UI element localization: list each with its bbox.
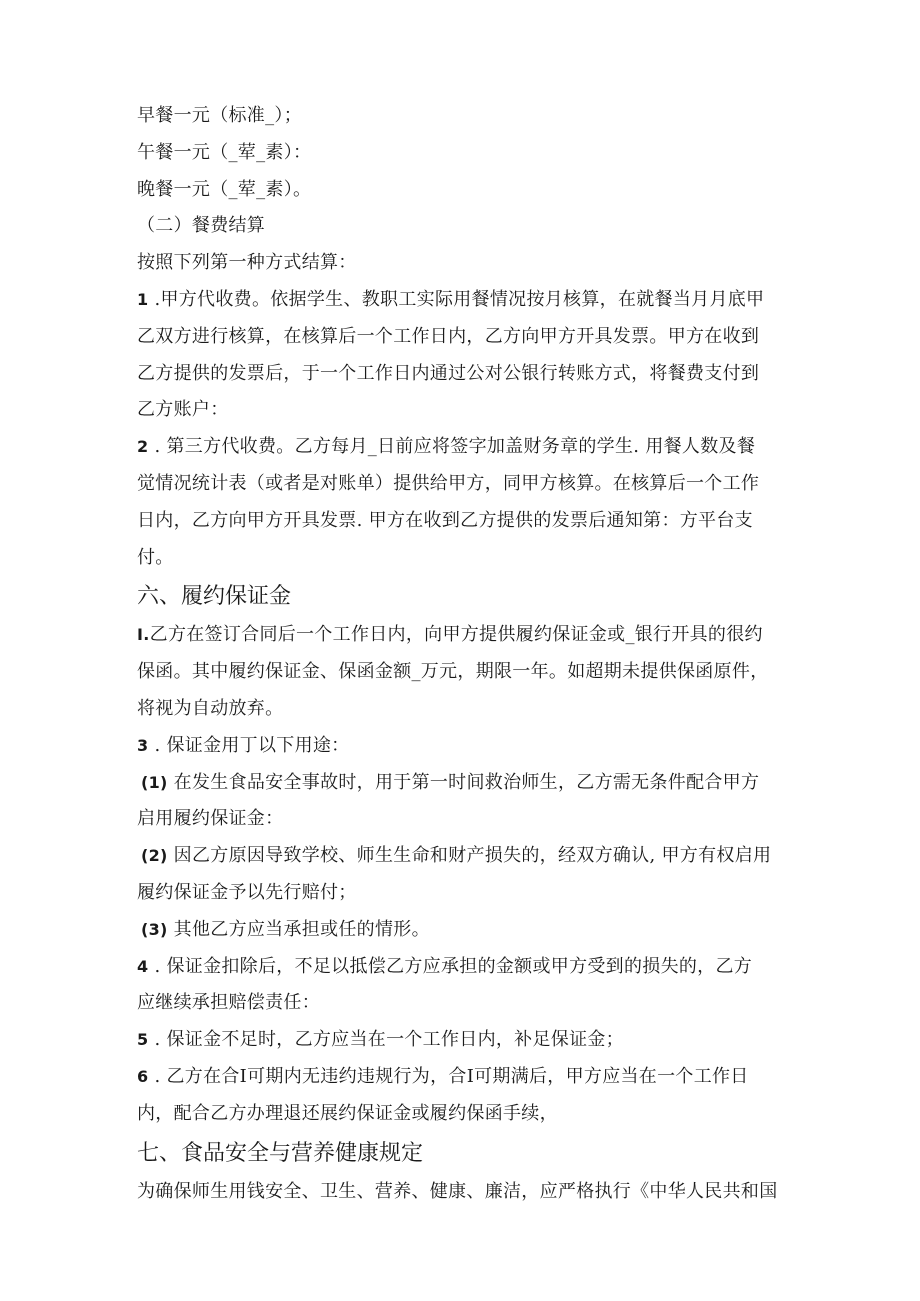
deposit-item-5 — [137, 1022, 787, 1059]
section-7-heading: 七、食品安全与营养健康规定 — [137, 1140, 424, 1166]
deposit-item-3 — [137, 728, 787, 765]
item-number: 4 — [137, 956, 149, 976]
paragraph-line: . 保证金扣除后，不足以抵偿乙方应承担的金额或甲方受到的损失的，乙方 — [154, 955, 753, 977]
settlement-subtitle: （二）餐费结算 — [137, 215, 266, 237]
paragraph-line: 启用履约保证金： — [137, 808, 284, 830]
paragraph-line: 其他乙方应当承担或任的情形。 — [173, 918, 430, 940]
paragraph-line: .甲方代收费。依据学生、教职工实际用餐情况按月核算，在就餐当月月底甲 — [154, 288, 765, 310]
paragraph-line: 乙双方进行核算，在核算后一个工作日内，乙方向甲方开具发票。甲方在收到 — [137, 325, 760, 347]
item-number: (3) — [141, 919, 168, 939]
deposit-item-6 — [137, 1059, 787, 1133]
paragraph-line: 乙方账户： — [137, 399, 229, 421]
paragraph-line: 因乙方原因导致学校、师生生命和财产损失的，经双方确认, 甲方有权启用 — [173, 845, 772, 867]
item-number: (1) — [141, 772, 168, 792]
paragraph-line: 为确保师生用钱安全、卫生、营养、健康、廉洁，应严格执行《中华人民共和国 — [137, 1180, 778, 1202]
deposit-subitem-1 — [137, 765, 787, 839]
settlement-intro: 按照下列第一种方式结算： — [137, 252, 357, 274]
item-number: I. — [137, 625, 150, 645]
paragraph-line: 日内，乙方向甲方开具发票. 甲方在收到乙方提供的发票后通知第：方平台支 — [137, 509, 753, 531]
item-number: 6 — [137, 1066, 149, 1086]
paragraph-line: 乙方提供的发票后，于一个工作日内通过公对公银行转账方式，将餐费支付到 — [137, 362, 760, 384]
paragraph-line: 乙方在签订合同后一个工作日内，向甲方提供履约保证金或_银行开具的很约 — [149, 624, 763, 646]
paragraph-line: . 乙方在合I可期内无违约违规行为，合I可期满后，甲方应当在一个工作日 — [154, 1065, 749, 1087]
lunch-price-line: 午餐一元（_荤_素）： — [137, 141, 312, 163]
item-number: 1 — [137, 289, 149, 309]
item-number: 5 — [137, 1030, 149, 1050]
paragraph-line: . 保证金不足时，乙方应当在一个工作日内，补足保证金； — [154, 1029, 624, 1051]
document-page — [137, 98, 787, 1210]
item-number: (2) — [141, 846, 168, 866]
paragraph-line: 在发生食品安全事故时，用于第一时间救治师生，乙方需无条件配合甲方 — [173, 771, 760, 793]
breakfast-price-line: 早餐一元（标准_）； — [137, 105, 302, 126]
paragraph-line: . 保证金用丁以下用途： — [154, 734, 350, 756]
paragraph-line: 付。 — [137, 546, 174, 568]
dinner-price-line: 晚餐一元（_荤_素）。 — [137, 178, 312, 200]
settlement-item-2 — [137, 429, 787, 576]
deposit-item-1 — [137, 617, 787, 727]
paragraph-line: 将视为自动放弃。 — [137, 697, 284, 719]
paragraph-line: 履约保证金予以先行赔付； — [137, 881, 357, 903]
paragraph-line: 应继续承担赔偿责任： — [137, 992, 320, 1014]
settlement-item-1 — [137, 282, 787, 429]
paragraph-line: 保函。其中履约保证金、保函金额_万元，期限一年。如超期未提供保函原件， — [137, 661, 769, 683]
paragraph-line: 觉情况统计表（或者是对账单）提供给甲方，同甲方核算。在核算后一个工作 — [137, 472, 760, 494]
deposit-subitem-2 — [137, 838, 787, 912]
deposit-item-4 — [137, 949, 787, 1023]
deposit-subitem-3 — [137, 912, 787, 949]
section-6-heading: 六、履约保证金 — [137, 584, 292, 610]
item-number: 2 — [137, 437, 149, 457]
item-number: 3 — [137, 735, 149, 755]
paragraph-line: 内，配合乙方办理退还展约保证金或履约保函手续， — [137, 1102, 558, 1124]
paragraph-line: . 第三方代收费。乙方每月_日前应将签字加盖财务章的学生. 用餐人数及餐 — [154, 436, 756, 458]
